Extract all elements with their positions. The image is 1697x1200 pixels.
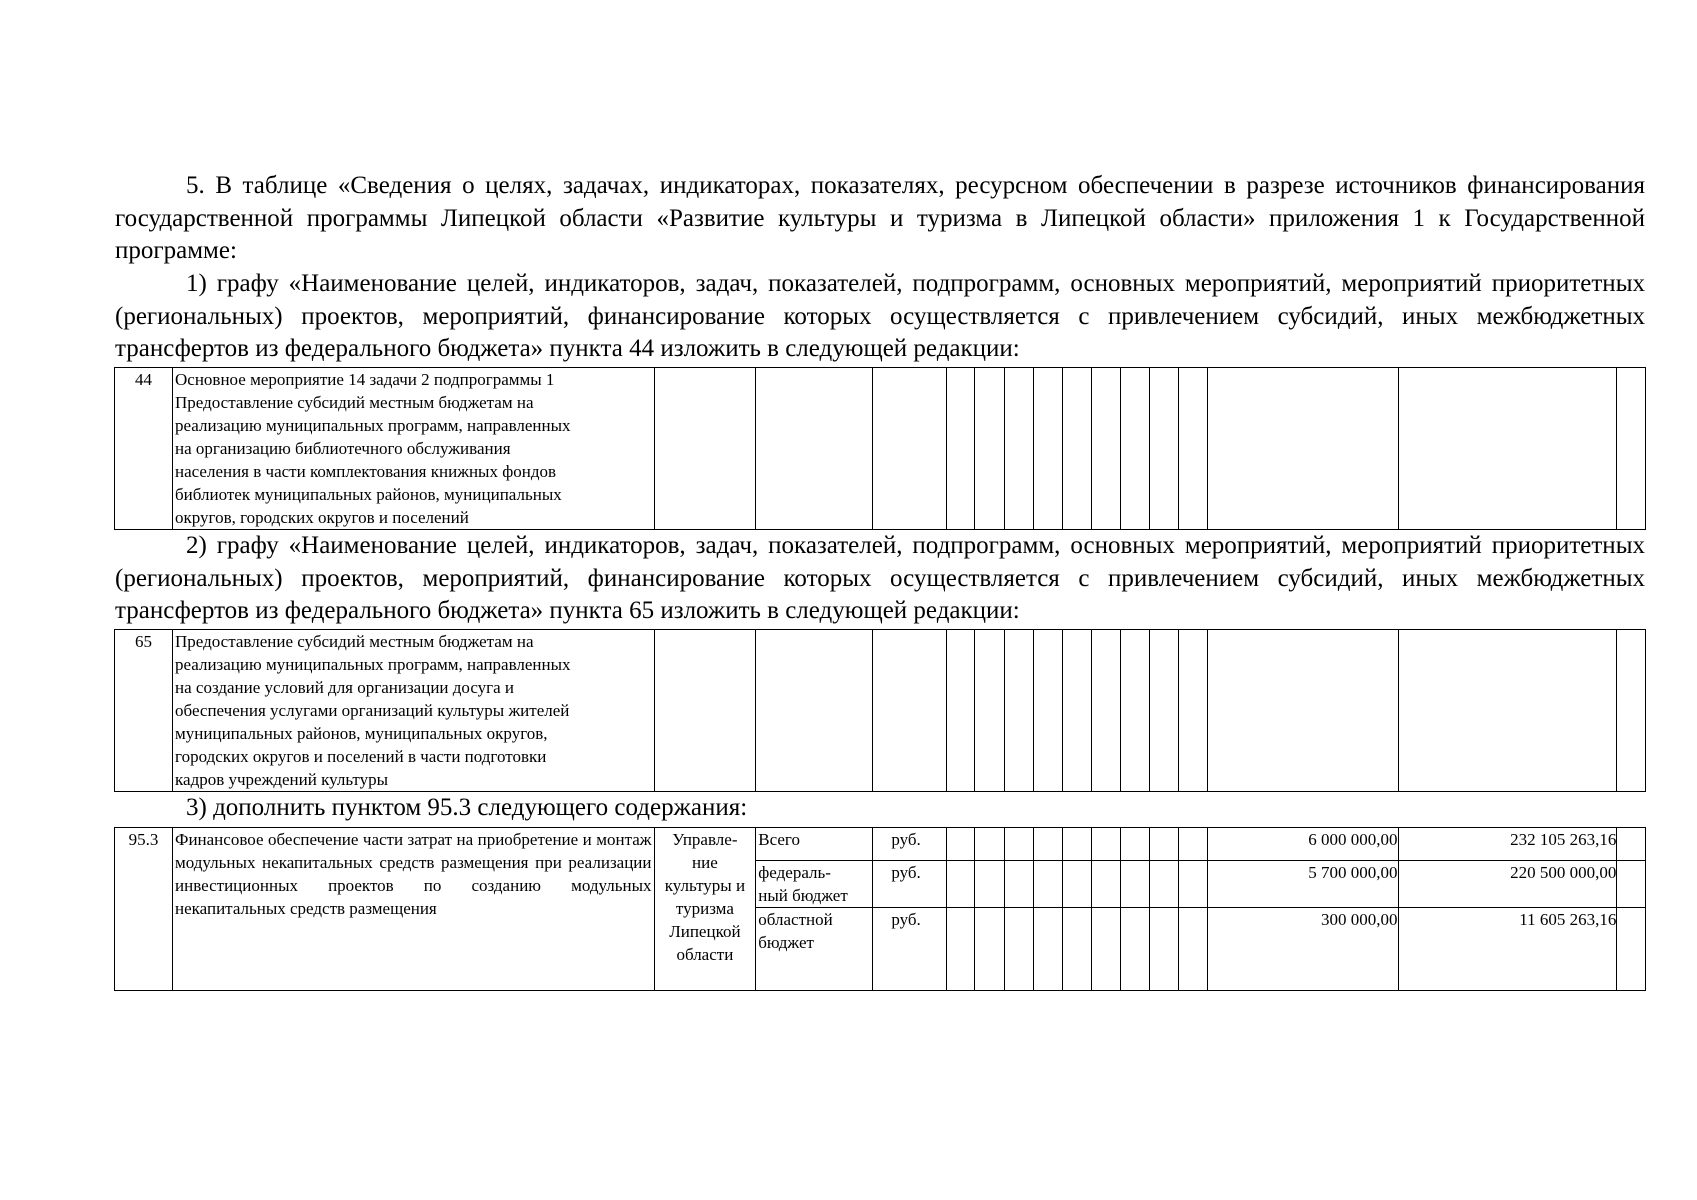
empty-cell (1092, 630, 1121, 792)
executor-line: области (676, 945, 734, 964)
empty-cell (1178, 908, 1208, 991)
empty-cell (946, 908, 975, 991)
item-name-line: Основное мероприятие 14 задачи 2 подпрограммы 1 (175, 370, 555, 389)
executor-line: Липецкой (669, 922, 741, 941)
source-line: ный бюджет (758, 886, 848, 905)
item-name-cell (173, 630, 654, 792)
year-value: 11 605 263,16 (1398, 908, 1617, 991)
item-name-line: муниципальных районов, муниципальных округов, (175, 724, 548, 743)
unit-cell: руб. (873, 828, 946, 861)
empty-cell (1398, 368, 1617, 530)
empty-cell (1092, 368, 1121, 530)
empty-cell (756, 368, 873, 530)
executor-cell (654, 828, 756, 991)
executor-line: туризма (675, 899, 734, 918)
item-number: 65 (115, 630, 173, 792)
empty-cell (975, 368, 1005, 530)
empty-cell (975, 908, 1005, 991)
year-value: 220 500 000,00 (1398, 861, 1617, 908)
empty-cell (1178, 368, 1208, 530)
empty-cell (1034, 908, 1063, 991)
empty-cell (1120, 828, 1150, 861)
empty-cell (1617, 828, 1646, 861)
empty-cell (756, 630, 873, 792)
empty-cell (1034, 828, 1063, 861)
item-name-line: обеспечения услугами организаций культуры жителей (175, 701, 570, 720)
item-name-line: населения в части комплектования книжных фондов (175, 462, 557, 481)
empty-cell (1178, 861, 1208, 908)
empty-cell (946, 861, 975, 908)
empty-cell (1120, 908, 1150, 991)
item-number: 95.3 (115, 828, 173, 991)
empty-cell (1062, 630, 1092, 792)
empty-cell (946, 630, 975, 792)
year-value: 232 105 263,16 (1398, 828, 1617, 861)
item-name-line: библиотек муниципальных районов, муниципальных (175, 485, 562, 504)
empty-cell (654, 368, 756, 530)
empty-cell (1034, 630, 1063, 792)
source-line: бюджет (758, 933, 814, 952)
empty-cell (975, 828, 1005, 861)
empty-cell (946, 368, 975, 530)
source-cell (756, 861, 873, 908)
empty-cell (1178, 828, 1208, 861)
table-item-44 (114, 367, 1646, 530)
paragraph-1: 1) графу «Наименование целей, индикаторов, задач, показателей, подпрограмм, основных мероприятий, мероприятий приоритетных (региональных) проектов, мероприятий, финансирование которых осуществляется с привлечением субсидий, иных межбюджетных трансфертов из федерального бюджета» пункта 44 изложить в следующей редакции: (115, 270, 1645, 362)
empty-cell (1004, 368, 1034, 530)
item-name-line: на организацию библиотечного обслуживания (175, 439, 511, 458)
unit-cell: руб. (873, 861, 946, 908)
source-line: Всего (758, 830, 800, 849)
item-name-line: реализацию муниципальных программ, направленных (175, 655, 571, 674)
paragraph-3: 3) дополнить пунктом 95.3 следующего содержания: (186, 794, 748, 821)
empty-cell (1617, 908, 1646, 991)
empty-cell (1092, 908, 1121, 991)
empty-cell (1034, 861, 1063, 908)
empty-cell (1062, 368, 1092, 530)
empty-cell (1120, 630, 1150, 792)
empty-cell (1004, 861, 1034, 908)
source-line: областной (758, 910, 833, 929)
item-name-line: реализацию муниципальных программ, направленных (175, 416, 571, 435)
empty-cell (1150, 630, 1179, 792)
executor-line: культуры и (664, 876, 746, 895)
table-item-95-3 (114, 827, 1646, 991)
empty-cell (1617, 630, 1646, 792)
empty-cell (873, 368, 946, 530)
empty-cell (1150, 908, 1179, 991)
empty-cell (975, 630, 1005, 792)
empty-cell (1617, 861, 1646, 908)
empty-cell (1062, 861, 1092, 908)
empty-cell (1092, 861, 1121, 908)
empty-cell (1178, 630, 1208, 792)
item-name-line: кадров учреждений культуры (175, 770, 389, 789)
source-cell (756, 908, 873, 991)
empty-cell (1617, 368, 1646, 530)
total-value: 6 000 000,00 (1208, 828, 1398, 861)
empty-cell (1150, 861, 1179, 908)
source-cell (756, 828, 873, 861)
empty-cell (1120, 861, 1150, 908)
empty-cell (975, 861, 1005, 908)
empty-cell (1398, 630, 1617, 792)
item-name-line: округов, городских округов и поселений (175, 508, 469, 527)
empty-cell (1062, 908, 1092, 991)
empty-cell (1120, 368, 1150, 530)
executor-line: Управле- (672, 830, 738, 849)
empty-cell (1208, 368, 1398, 530)
total-value: 5 700 000,00 (1208, 861, 1398, 908)
item-name: Финансовое обеспечение части затрат на приобретение и монтаж модульных некапитальных средств размещения при реализации инвестиционных проектов по созданию модульных некапитальных средств размещения (173, 828, 654, 991)
empty-cell (1004, 630, 1034, 792)
empty-cell (873, 630, 946, 792)
empty-cell (1150, 828, 1179, 861)
empty-cell (1004, 828, 1034, 861)
item-name-cell (173, 368, 654, 530)
empty-cell (1208, 630, 1398, 792)
paragraph-2: 2) графу «Наименование целей, индикаторов, задач, показателей, подпрограмм, основных мероприятий, мероприятий приоритетных (региональных) проектов, мероприятий, финансирование которых осуществляется с привлечением субсидий, иных межбюджетных трансфертов из федерального бюджета» пункта 65 изложить в следующей редакции: (115, 532, 1645, 624)
executor-line: ние (692, 853, 718, 872)
item-name-line: городских округов и поселений в части подготовки (175, 747, 547, 766)
item-number: 44 (115, 368, 173, 530)
empty-cell (1004, 908, 1034, 991)
item-name-line: Предоставление субсидий местным бюджетам на (175, 632, 534, 651)
empty-cell (654, 630, 756, 792)
total-value: 300 000,00 (1208, 908, 1398, 991)
item-name-line: Предоставление субсидий местным бюджетам на (175, 393, 534, 412)
empty-cell (1092, 828, 1121, 861)
empty-cell (1150, 368, 1179, 530)
item-name-line: на создание условий для организации досуга и (175, 678, 515, 697)
unit-cell: руб. (873, 908, 946, 991)
source-line: федераль- (758, 863, 831, 882)
paragraph-5: 5. В таблице «Сведения о целях, задачах, индикаторах, показателях, ресурсном обеспечении в разрезе источников финансирования государственной программы Липецкой области «Развитие культуры и туризма в Липецкой области» приложения 1 к Государственной программе: (115, 172, 1645, 264)
empty-cell (1034, 368, 1063, 530)
empty-cell (1062, 828, 1092, 861)
table-item-65 (114, 629, 1646, 792)
empty-cell (946, 828, 975, 861)
